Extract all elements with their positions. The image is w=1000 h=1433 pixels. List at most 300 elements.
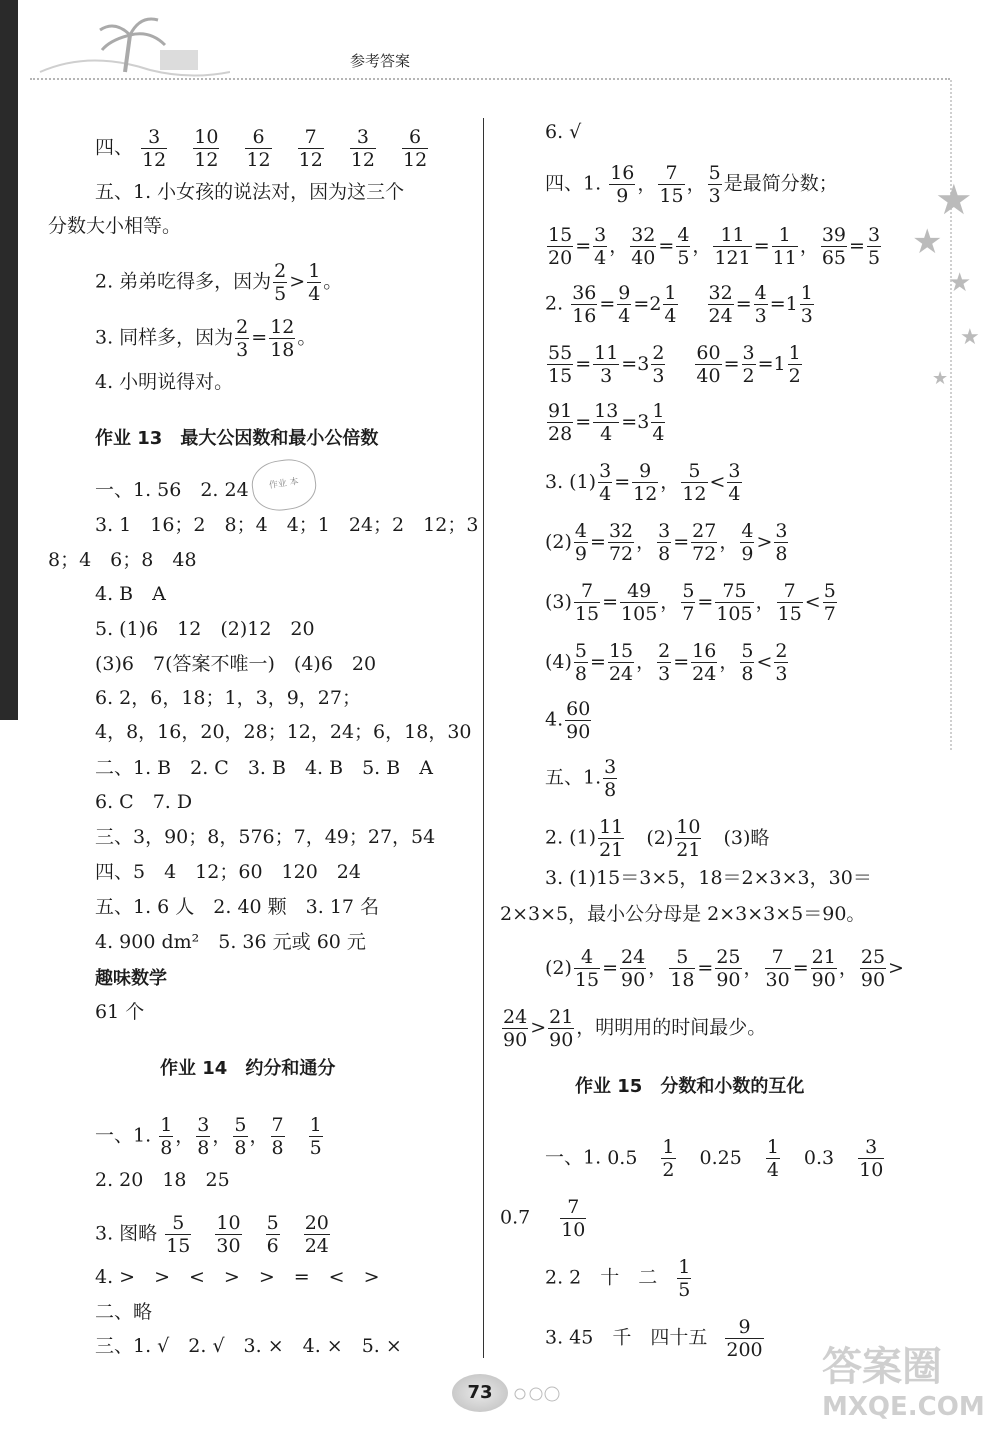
answer-line: [500, 1196, 588, 1241]
fraction: [620, 580, 658, 625]
fraction: [725, 1316, 763, 1361]
answer-line: [545, 224, 883, 269]
fraction: [502, 1006, 528, 1051]
answer-line: 6. 2，6，18；1，3，9，27；: [95, 687, 361, 709]
fraction: [548, 1006, 574, 1051]
fraction: [742, 342, 756, 387]
section-heading: 趣味数学: [95, 968, 167, 989]
fraction: [658, 162, 684, 207]
section-heading: 作业 14 约分和通分: [160, 1058, 336, 1079]
denominator: 8: [775, 543, 788, 565]
denominator: 90: [716, 969, 741, 991]
page-number-badge: 73: [452, 1374, 508, 1412]
numerator: 3: [858, 1136, 884, 1159]
line-prefix: 四、1.: [545, 172, 602, 195]
numerator: 3: [742, 342, 755, 364]
answer-line: [545, 1136, 886, 1181]
numerator: 1: [662, 1136, 675, 1158]
whole-number: 1: [773, 352, 786, 375]
line-prefix: (4): [545, 650, 572, 673]
fraction: [708, 162, 722, 207]
fraction: [695, 342, 721, 387]
numerator: 1: [788, 342, 801, 364]
fraction: [269, 316, 295, 361]
numerator: 32: [608, 520, 634, 542]
stamp: 作业 本: [249, 456, 319, 514]
decimal-value: 0.25: [699, 1146, 742, 1169]
separator: ，: [755, 590, 775, 613]
answer-line: 6. C 7. D: [95, 791, 193, 813]
fraction: [715, 580, 753, 625]
operator: >: [289, 270, 306, 293]
whole-number: 1: [785, 292, 798, 315]
numerator: 5: [669, 946, 695, 969]
fraction: [657, 520, 671, 565]
denominator: 30: [765, 969, 790, 991]
numerator: 91: [548, 400, 573, 422]
numerator: 2: [652, 342, 665, 364]
answer-line: 2. 20 18 25: [95, 1169, 230, 1191]
denominator: 5: [274, 283, 287, 305]
denominator: 3: [800, 305, 813, 327]
numerator: 1: [766, 1136, 779, 1158]
denominator: 3: [600, 365, 613, 387]
denominator: 8: [234, 1137, 247, 1159]
answer-line: 二、1. B 2. C 3. B 4. B 5. B A: [95, 757, 433, 779]
denominator: 18: [270, 339, 295, 361]
fraction: [574, 580, 600, 625]
denominator: 12: [142, 149, 167, 171]
numerator: 3: [350, 126, 376, 149]
separator: ，: [609, 234, 629, 257]
operator: =: [723, 352, 740, 375]
fraction: [766, 1136, 780, 1181]
denominator: 8: [741, 663, 754, 685]
numerator: 60: [566, 698, 591, 720]
fraction: [708, 282, 734, 327]
numerator: 16: [610, 162, 635, 184]
star-icon: ★: [948, 268, 972, 298]
numerator: 2: [658, 640, 671, 662]
denominator: 4: [664, 305, 677, 327]
fraction: [593, 400, 619, 445]
answer-line: [95, 1114, 325, 1159]
denominator: 12: [298, 149, 323, 171]
fraction: [715, 946, 741, 991]
separator: ，: [838, 956, 858, 979]
denominator: 9: [616, 185, 629, 207]
fraction: [772, 224, 798, 269]
fraction: [754, 282, 768, 327]
answer-line: [545, 816, 769, 861]
numerator: 5: [266, 1212, 279, 1234]
fraction: [598, 460, 612, 505]
header-title: 参考答案: [350, 52, 411, 70]
whole-number: 3: [637, 410, 650, 433]
denominator: 3: [708, 185, 721, 207]
denominator: 3: [754, 305, 767, 327]
fraction: [867, 224, 881, 269]
separator: ，: [637, 172, 657, 195]
numerator: 3: [658, 520, 671, 542]
answer-line: [545, 1316, 766, 1361]
decimal-value: 0.5: [607, 1146, 638, 1169]
answer-line: 五、1. 6 人 2. 40 颗 3. 17 名: [95, 896, 380, 918]
fraction: [565, 698, 591, 743]
operator: <: [756, 650, 773, 673]
numerator: 1: [308, 260, 321, 282]
operator: =: [575, 410, 592, 433]
compare-line: [545, 520, 790, 565]
fraction: [560, 1196, 586, 1241]
fraction: [777, 580, 803, 625]
fraction: [304, 1212, 330, 1257]
numerator: 5: [681, 460, 707, 483]
numerator: 11: [713, 224, 751, 247]
denominator: 40: [631, 247, 656, 269]
fraction: [774, 520, 788, 565]
operator: =: [849, 234, 865, 257]
fraction: [681, 460, 707, 505]
numerator: 4: [677, 224, 690, 246]
answer-line: 4. B A: [95, 583, 166, 605]
numerator: 4: [574, 946, 600, 969]
denominator: 8: [271, 1137, 284, 1159]
numerator: 60: [696, 342, 721, 364]
denominator: 18: [670, 969, 695, 991]
denominator: 24: [692, 663, 717, 685]
operator: =: [769, 292, 786, 315]
answer-line: [545, 460, 744, 505]
line-prefix: 四、: [95, 136, 134, 159]
denominator: 30: [216, 1235, 241, 1257]
denominator: 8: [574, 663, 588, 685]
star-icon: ★: [960, 325, 980, 350]
numerator: 7: [298, 126, 324, 149]
fraction: [574, 946, 600, 991]
denominator: 105: [621, 603, 658, 625]
line-prefix: 2. (1): [545, 826, 597, 849]
operator: =: [673, 650, 690, 673]
numerator: 3: [594, 224, 607, 246]
numerator: 11: [594, 342, 619, 364]
numerator: 3: [728, 460, 741, 482]
denominator: 7: [823, 603, 836, 625]
fraction: [402, 126, 428, 171]
numerator: 5: [682, 580, 695, 602]
fraction: [273, 260, 287, 305]
denominator: 21: [599, 839, 624, 861]
fraction: [547, 400, 573, 445]
numerator: 9: [725, 1316, 763, 1339]
numerator: 16: [692, 640, 717, 662]
numerator: 7: [777, 580, 803, 603]
numerator: 5: [574, 640, 588, 662]
operator: >: [888, 956, 904, 979]
denominator: 6: [266, 1235, 279, 1257]
numerator: 13: [594, 400, 619, 422]
numerator: 32: [708, 282, 733, 304]
separator: ，: [648, 956, 668, 979]
mixed-equation: [569, 282, 816, 327]
fraction: [271, 1114, 285, 1159]
answer-line: 4. 小明说得对。: [95, 371, 234, 393]
line-prefix: 3. 图略: [95, 1222, 158, 1245]
numerator: 6: [245, 126, 271, 149]
text: (2): [646, 826, 674, 849]
denominator: 90: [549, 1029, 574, 1051]
denominator: 40: [696, 365, 721, 387]
operator: =: [575, 352, 592, 375]
answer-line: 5. (1)6 12 (2)12 20: [95, 618, 315, 640]
numerator: 1: [800, 282, 813, 304]
numerator: 75: [715, 580, 753, 603]
fraction: [860, 946, 886, 991]
denominator: 90: [621, 969, 646, 991]
line-prefix: 2.: [545, 292, 564, 315]
fraction: [774, 640, 788, 685]
fraction: [681, 580, 695, 625]
separator: ，: [743, 956, 763, 979]
numerator: 49: [620, 580, 658, 603]
fraction: [691, 520, 717, 565]
operator: =: [757, 352, 774, 375]
numerator: 4: [754, 282, 767, 304]
compare-line: [545, 460, 744, 505]
numerator: 10: [194, 126, 219, 148]
numerator: 5: [823, 580, 836, 602]
line-prefix: 3. (1): [545, 470, 597, 493]
fraction: [196, 1114, 210, 1159]
numerator: 9: [632, 460, 658, 483]
answer-line: 四、5 4 12；60 120 24: [95, 861, 361, 883]
fraction: [598, 816, 624, 861]
fraction: [858, 1136, 884, 1181]
decorative-circles: [512, 1385, 562, 1403]
denominator: 28: [548, 423, 573, 445]
numerator: 5: [234, 1114, 247, 1136]
numerator: 9: [618, 282, 631, 304]
fraction: [309, 1114, 323, 1159]
numerator: 7: [574, 580, 600, 603]
numerator: 15: [548, 224, 573, 246]
text: 。: [323, 270, 343, 293]
fraction: [651, 400, 665, 445]
denominator: 12: [194, 149, 219, 171]
denominator: 12: [403, 149, 428, 171]
denominator: 5: [677, 247, 690, 269]
equation-chain: [545, 224, 883, 269]
operator: =: [792, 956, 809, 979]
numerator: 2: [775, 640, 788, 662]
fraction: [574, 520, 588, 565]
fraction-list: [157, 1114, 325, 1159]
line-prefix: 一、1.: [95, 1124, 152, 1147]
answer-line: 2×3×5，最小公分母是 2×3×3×5＝90。: [500, 903, 866, 925]
text: 3. 同样多，因为: [95, 326, 234, 349]
denominator: 8: [197, 1137, 210, 1159]
denominator: 12: [682, 483, 707, 505]
numerator: 12: [270, 316, 295, 338]
separator: ，: [719, 530, 739, 553]
denominator: 9: [741, 543, 754, 565]
denominator: 15: [574, 969, 600, 991]
numerator: 10: [676, 816, 701, 838]
denominator: 15: [548, 365, 573, 387]
fraction: [740, 520, 754, 565]
left-dark-edge: [0, 0, 18, 720]
fraction: [669, 946, 695, 991]
denominator: 90: [566, 721, 591, 743]
denominator: 4: [308, 283, 321, 305]
denominator: 11: [772, 247, 797, 269]
answer-line: [545, 342, 804, 387]
operator: =: [590, 650, 606, 673]
answer-line: [545, 946, 904, 991]
line-prefix: (2): [545, 530, 572, 553]
section-heading: 作业 13 最大公因数和最小公倍数: [95, 428, 379, 449]
text: 2. 2 十 二: [545, 1266, 658, 1289]
fraction: [608, 640, 634, 685]
answer-line: 8；4 6；8 48: [48, 549, 197, 571]
numerator: 5: [708, 162, 721, 184]
fraction: [617, 282, 631, 327]
fraction-series: [545, 946, 904, 991]
denominator: 2: [662, 1159, 675, 1181]
answer-line: [95, 260, 342, 305]
denominator: 4: [599, 483, 612, 505]
fraction: [632, 460, 658, 505]
line-prefix: 五、1.: [545, 766, 602, 789]
numerator: 55: [548, 342, 573, 364]
operator: =: [633, 292, 650, 315]
line-prefix: (2): [545, 956, 572, 979]
fraction: [800, 282, 814, 327]
compare-line: [545, 580, 839, 625]
separator: ，: [692, 234, 712, 257]
fraction: [823, 580, 837, 625]
numerator: 39: [821, 224, 847, 246]
answer-line: $\frac{24}{90}$ > $\frac{21}{90}$ ，明明用的时间最少。: [503, 1006, 767, 1051]
numerator: 3: [599, 460, 612, 482]
mixed-equation: [545, 400, 667, 445]
denominator: 15: [574, 603, 600, 625]
separator: ，: [636, 530, 656, 553]
numerator: 1: [309, 1114, 322, 1136]
denominator: 20: [548, 247, 573, 269]
numerator: 1: [678, 1256, 691, 1278]
denominator: 21: [676, 839, 701, 861]
numerator: 21: [811, 946, 836, 968]
denominator: 15: [777, 603, 802, 625]
denominator: 90: [503, 1029, 528, 1051]
denominator: 8: [160, 1137, 173, 1159]
fraction: [547, 342, 573, 387]
numerator: 7: [560, 1196, 586, 1219]
fraction: [603, 756, 617, 801]
operator: <: [804, 590, 821, 613]
denominator: 2: [742, 365, 755, 387]
denominator: 4: [618, 305, 631, 327]
numerator: 7: [658, 162, 684, 185]
separator: ，: [660, 590, 680, 613]
fraction: [811, 946, 837, 991]
denominator: 4: [766, 1159, 779, 1181]
fraction: [159, 1114, 173, 1159]
numerator: 1: [664, 282, 677, 304]
answer-line: 4，8，16，20，28；12，24；6，18，30: [95, 721, 472, 743]
line-prefix: (3): [545, 590, 572, 613]
operator: =: [575, 234, 592, 257]
denominator: 4: [652, 423, 665, 445]
answer-line: 3. (1)15＝3×5，18＝2×3×3，30＝: [545, 867, 872, 889]
denominator: 3: [775, 663, 788, 685]
operator: =: [602, 590, 619, 613]
denominator: 7: [682, 603, 695, 625]
denominator: 8: [604, 779, 617, 801]
numerator: 3: [775, 520, 788, 542]
separator: ，: [212, 1124, 232, 1147]
text: 是最简分数；: [723, 172, 838, 195]
numerator: 3: [141, 126, 167, 149]
answer-line: [545, 580, 839, 625]
answer-line: 6. √: [545, 121, 582, 143]
text: 3. 45 千 四十五: [545, 1326, 708, 1349]
denominator: 90: [860, 969, 886, 991]
operator: =: [697, 590, 714, 613]
section-heading: 作业 15 分数和小数的互化: [575, 1076, 805, 1097]
fraction: [307, 260, 321, 305]
fraction: [630, 224, 656, 269]
denominator: 24: [304, 1235, 329, 1257]
denominator: 8: [658, 543, 671, 565]
text: 2. 弟弟吃得多，因为: [95, 270, 272, 293]
fraction: [727, 460, 741, 505]
fraction: [235, 316, 249, 361]
whole-number: 3: [637, 352, 650, 375]
denominator: 200: [726, 1339, 763, 1361]
denominator: 2: [788, 365, 801, 387]
denominator: 24: [608, 663, 634, 685]
answer-line: [545, 756, 619, 801]
answer-line: [95, 126, 430, 171]
fraction: [547, 224, 573, 269]
answer-line: 二、略: [95, 1301, 153, 1323]
fraction: [740, 640, 754, 685]
numerator: 21: [549, 1006, 574, 1028]
operator: =: [697, 956, 714, 979]
fraction: [765, 946, 791, 991]
fraction: [620, 946, 646, 991]
answer-line: 3. 1 16；2 8；4 4；1 24；2 12；3: [95, 514, 479, 536]
denominator: 121: [714, 247, 751, 269]
operator: >: [756, 530, 773, 553]
answer-line: 五、1. 小女孩的说法对，因为这三个: [95, 181, 405, 203]
operator: =: [621, 410, 638, 433]
fraction: [593, 224, 607, 269]
fraction: [677, 1256, 691, 1301]
answer-line: 分数大小相等。: [48, 215, 182, 237]
denominator: 72: [608, 543, 634, 565]
numerator: 5: [165, 1212, 191, 1235]
denominator: 4: [594, 247, 607, 269]
numerator: 10: [216, 1212, 241, 1234]
separator: ，: [686, 172, 706, 195]
denominator: 10: [561, 1219, 586, 1241]
denominator: 90: [811, 969, 836, 991]
fraction: [215, 1212, 241, 1257]
fraction: [663, 282, 677, 327]
